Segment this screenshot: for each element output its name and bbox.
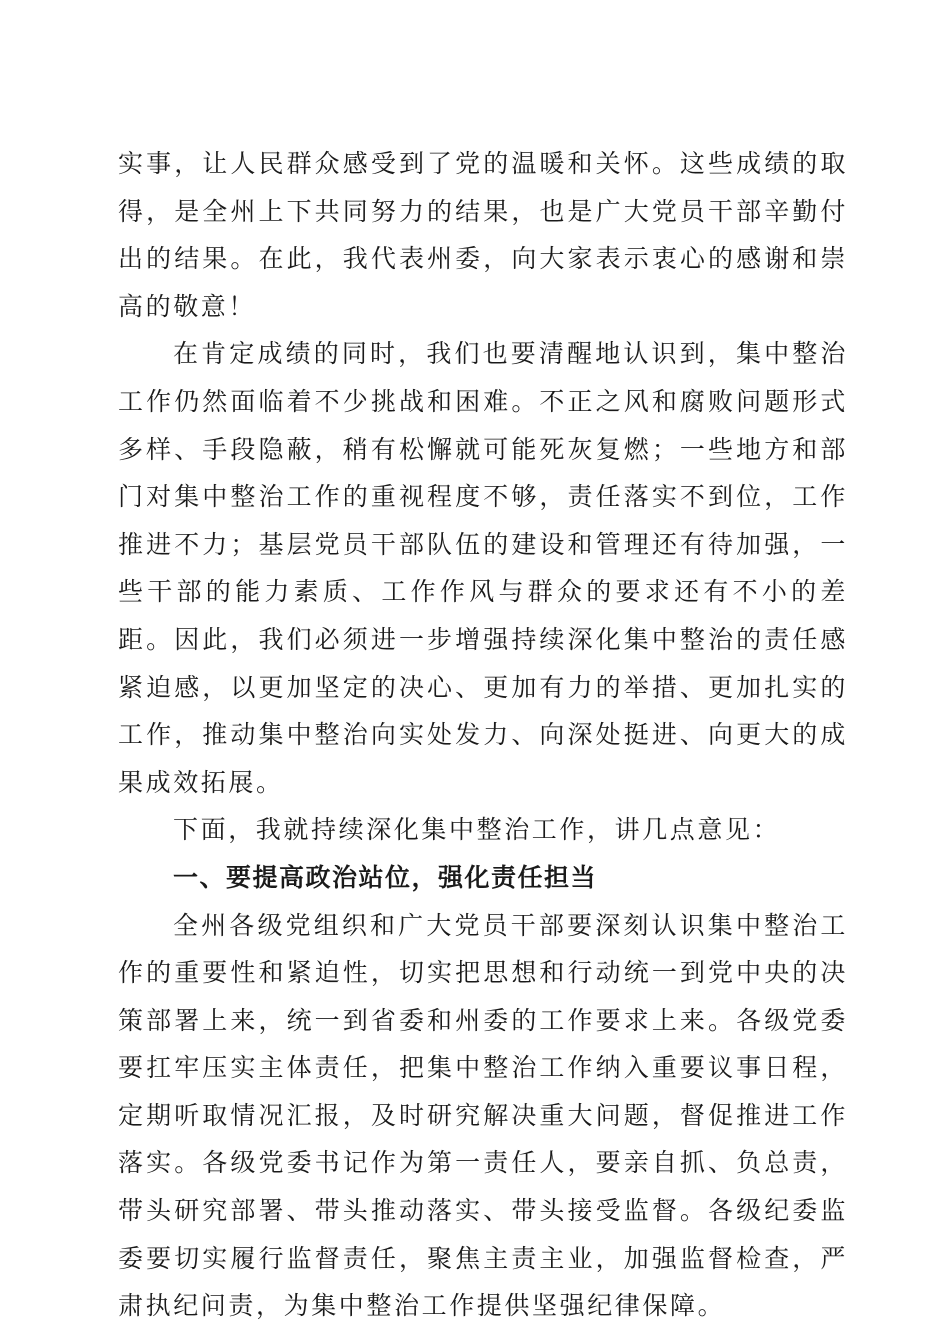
section-heading: 一、要提高政治站位，强化责任担当 [173, 862, 598, 892]
paragraph-continuation: 实事，让人民群众感受到了党的温暖和关怀。这些成绩的取得，是全州上下共同努力的结果，也是广大党员干部辛勤付出的结果。在此，我代表州委，向大家表示衷心的感谢和崇高的敬意！ [118, 149, 848, 321]
paragraph-intro-opinions: 下面，我就持续深化集中整治工作，讲几点意见： [173, 815, 781, 845]
paragraph-challenges: 在肯定成绩的同时，我们也要清醒地认识到，集中整治工作仍然面临着不少挑战和困难。不正之风和腐败问题形式多样、手段隐蔽，稍有松懈就可能死灰复燃；一些地方和部门对集中整治工作的重视程度不够，责任落实不到位，工作推进不力；基层党员干部队伍的建设和管理还有待加强，一些干部的能力素质、工作作风与群众的要求还有不小的差距。因此，我们必须进一步增强持续深化集中整治的责任感紧迫感，以更加坚定的决心、更加有力的举措、更加扎实的工作，推动集中整治向实处发力、向深处挺进、向更大的成果成效拓展。 [118, 339, 848, 797]
paragraph-responsibility: 全州各级党组织和广大党员干部要深刻认识集中整治工作的重要性和紧迫性，切实把思想和行动统一到党中央的决策部署上来，统一到省委和州委的工作要求上来。各级党委要扛牢压实主体责任，把集中整治工作纳入重要议事日程，定期听取情况汇报，及时研究解决重大问题，督促推进工作落实。各级党委书记作为第一责任人，要亲自抓、负总责，带头研究部署、带头推动落实、带头接受监督。各级纪委监委要切实履行监督责任，聚焦主责主业，加强监督检查，严肃执纪问责，为集中整治工作提供坚强纪律保障。 [118, 910, 848, 1321]
document-body [118, 140, 848, 1330]
